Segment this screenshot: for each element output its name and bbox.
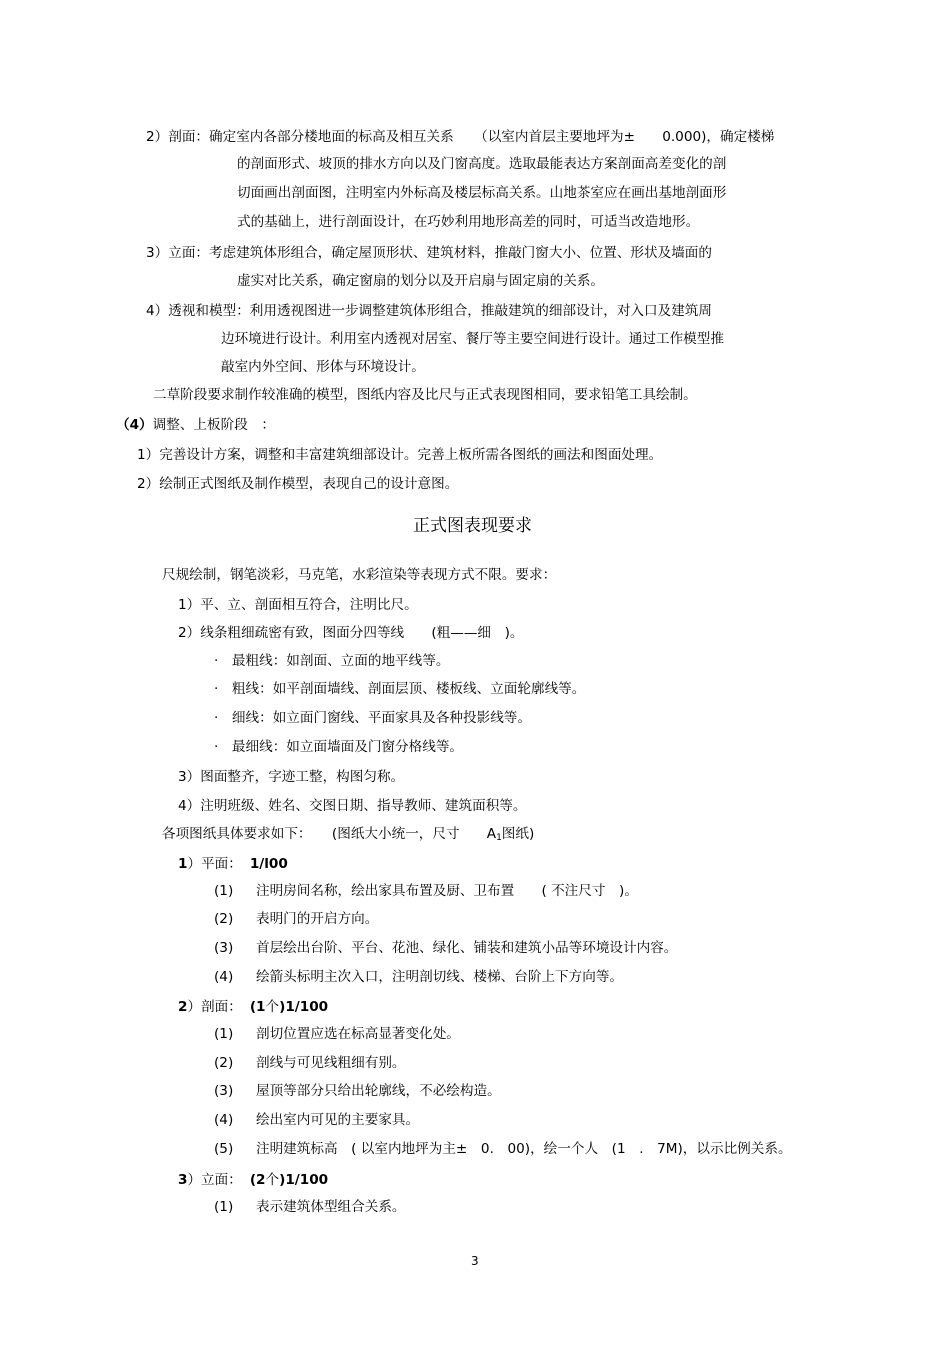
section-item-text: 绘出室内可见的主要家具。 — [256, 1112, 420, 1128]
section-scale: )1/100 — [279, 999, 329, 1015]
section-item-text: 注明建筑标高 ( 以室内地坪为主± 0. 00)，绘一个人 (1 . 7M)，以示比例关系。 — [256, 1141, 792, 1157]
drawings-intro-end: 图纸) — [501, 826, 535, 842]
page-title: 正式图表现要求 — [413, 516, 532, 536]
section-heading-label: ）剖面： — [187, 999, 242, 1015]
section-item-text: 剖切位置应选在标高显著变化处。 — [256, 1026, 460, 1042]
section-design-line-2: 的剖面形式、坡顶的排水方向以及门窗高度。选取最能表达方案剖面高差变化的剖 — [237, 156, 727, 172]
line-weight-bullet: · 细线：如立面门窗线、平面家具及各种投影线等。 — [214, 710, 531, 726]
section-design-line-3: 切面画出剖面图，注明室内外标高及楼层标高关系。山地茶室应在画出基地剖面形 — [237, 185, 727, 201]
plan-heading — [178, 855, 288, 873]
page-number: 3 — [471, 1254, 479, 1268]
section-item-number: (3) — [214, 1083, 234, 1099]
stage4-item-2: 2）绘制正式图纸及制作模型，表现自己的设计意图。 — [137, 476, 459, 492]
section-item-number: (4) — [214, 1112, 234, 1128]
line-weight-bullet: · 最细线：如立面墙面及门窗分格线等。 — [214, 739, 464, 755]
perspective-design-line-3: 敲室内外空间、形体与环境设计。 — [221, 359, 425, 375]
elevation-heading-label: ）立面： — [187, 1172, 242, 1188]
elevation-count-unit: 个 — [265, 1172, 280, 1188]
formal-requirement-1: 1）平、立、剖面相互符合，注明比尺。 — [178, 597, 418, 613]
formal-requirement-4: 4）注明班级、姓名、交图日期、指导教师、建筑面积等。 — [178, 798, 527, 814]
plan-item-text: 注明房间名称，绘出家具布置及厨、卫布置 ( 不注尺寸 )。 — [256, 883, 638, 899]
formal-intro: 尺规绘制，钢笔淡彩，马克笔，水彩渲染等表现方式不限。要求： — [162, 567, 557, 583]
elevation-item-text: 表示建筑体型组合关系。 — [256, 1199, 406, 1215]
elevation-heading — [178, 1171, 328, 1189]
plan-heading-label: ）平面： — [187, 856, 242, 872]
elevation-heading-num: 3 — [178, 1172, 188, 1188]
elevation-item-number: (1) — [214, 1199, 234, 1215]
second-draft-note: 二草阶段要求制作较准确的模型，图纸内容及比尺与正式表现图相同，要求铅笔工具绘制。 — [153, 387, 697, 403]
plan-item-text: 表明门的开启方向。 — [256, 911, 379, 927]
plan-item-number: (4) — [214, 969, 234, 985]
line-weight-bullet: · 最粗线：如剖面、立面的地平线等。 — [214, 653, 450, 669]
plan-scale: 1/l00 — [249, 856, 288, 872]
plan-item-number: (3) — [214, 940, 234, 956]
plan-item-number: (1) — [214, 883, 234, 899]
perspective-design-line-2: 边环境进行设计。利用室内透视对居室、餐厅等主要空间进行设计。通过工作模型推 — [221, 331, 724, 347]
elevation-design-line-1: 3）立面：考虑建筑体形组合，确定屋顶形状、建筑材料，推敲门窗大小、位置、形状及墙面的 — [146, 245, 712, 261]
formal-requirement-2: 2）线条粗细疏密有致，图面分四等线 (粗——细 )。 — [178, 625, 524, 641]
section-design-line-4: 式的基础上，进行剖面设计，在巧妙利用地形高差的同时，可适当改造地形。 — [237, 214, 700, 230]
formal-requirement-3: 3）图面整齐，字迹工整，构图匀称。 — [178, 769, 405, 785]
section-heading-num: 2 — [178, 999, 188, 1015]
elevation-count-open: (2 — [249, 1172, 266, 1188]
section-design-line-1: 2）剖面：确定室内各部分楼地面的标高及相互关系 （以室内首层主要地坪为± 0.000)，确定楼梯 — [146, 129, 775, 145]
drawings-intro-text: 各项图纸具体要求如下： (图纸大小统一，尺寸 A — [162, 826, 497, 842]
section-item-text: 屋顶等部分只给出轮廓线，不必绘构造。 — [256, 1083, 501, 1099]
section-item-number: (5) — [214, 1141, 234, 1157]
plan-item-text: 首层绘出台阶、平台、花池、绿化、铺装和建筑小品等环境设计内容。 — [256, 940, 678, 956]
section-item-number: (2) — [214, 1055, 234, 1071]
paper-size-subscript: 1 — [496, 833, 502, 843]
drawings-intro — [162, 825, 534, 847]
stage4-heading-text: 调整、上板阶段 ： — [152, 417, 275, 433]
stage4-heading — [116, 416, 275, 434]
stage4-heading-num: （4） — [116, 417, 153, 433]
plan-item-number: (2) — [214, 911, 234, 927]
section-count-open: (1 — [249, 999, 266, 1015]
section-item-text: 剖线与可见线粗细有别。 — [256, 1055, 406, 1071]
line-weight-bullet: · 粗线：如平剖面墙线、剖面层顶、楼板线、立面轮廓线等。 — [214, 681, 586, 697]
plan-item-text: 绘箭头标明主次入口，注明剖切线、楼梯、台阶上下方向等。 — [256, 969, 624, 985]
elevation-scale: )1/100 — [279, 1172, 329, 1188]
section-heading — [178, 998, 328, 1016]
section-item-number: (1) — [214, 1026, 234, 1042]
plan-heading-num: 1 — [178, 856, 188, 872]
stage4-item-1: 1）完善设计方案，调整和丰富建筑细部设计。完善上板所需各图纸的画法和图面处理。 — [137, 447, 663, 463]
perspective-design-line-1: 4）透视和模型：利用透视图进一步调整建筑体形组合，推敲建筑的细部设计，对入口及建筑周 — [146, 303, 712, 319]
section-count-unit: 个 — [265, 999, 280, 1015]
elevation-design-line-2: 虚实对比关系，确定窗扇的划分以及开启扇与固定扇的关系。 — [237, 273, 605, 289]
